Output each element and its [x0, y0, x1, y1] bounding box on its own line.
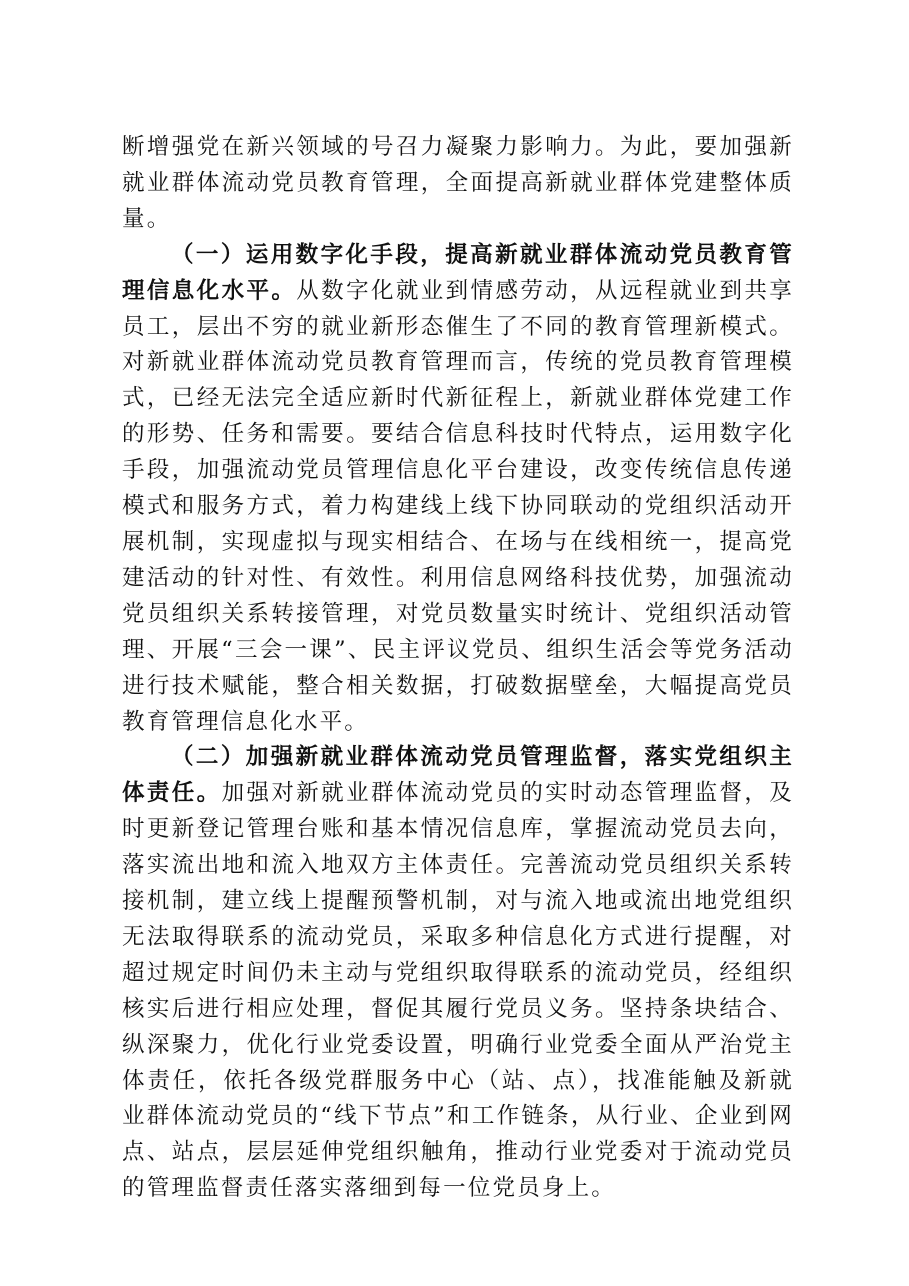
- document-body: [122, 130, 794, 1207]
- section-text-2: 加强对新就业群体流动党员的实时动态管理监督，及时更新登记管理台账和基本情况信息库，掌握流动党员去向，落实流出地和流入地双方主体责任。完善流动党员组织关系转接机制，建立线上提醒预警机制，对与流入地或流出地党组织无法取得联系的流动党员，采取多种信息化方式进行提醒，对超过规定时间仍未主动与党组织取得联系的流动党员，经组织核实后进行相应处理，督促其履行党员义务。坚持条块结合、纵深聚力，优化行业党委设置，明确行业党委全面从严治党主体责任，依托各级党群服务中心（站、点），找准能触及新就业群体流动党员的“线下节点”和工作链条，从行业、企业到网点、站点，层层延伸党组织触角，推动行业党委对于流动党员的管理监督责任落实落细到每一位党员身上。: [122, 780, 794, 1202]
- section-heading-1: （一）运用数字化手段，提高新就业群体流动党员教育管理信息化水平。: [122, 241, 794, 304]
- paragraph-section-2: [122, 740, 794, 1207]
- paragraph-text: 断增强党在新兴领域的号召力凝聚力影响力。为此，要加强新就业群体流动党员教育管理，全面提高新就业群体党建整体质量。: [122, 134, 794, 232]
- paragraph-continuation: [122, 130, 794, 238]
- section-heading-2: （二）加强新就业群体流动党员管理监督，落实党组织主体责任。: [122, 744, 794, 807]
- paragraph-section-1: [122, 238, 794, 741]
- section-text-1: 从数字化就业到情感劳动，从远程就业到共享员工，层出不穷的就业新形态催生了不同的教育管理新模式。对新就业群体流动党员教育管理而言，传统的党员教育管理模式，已经无法完全适应新时代新征程上，新就业群体党建工作的形势、任务和需要。要结合信息科技时代特点，运用数字化手段，加强流动党员管理信息化平台建设，改变传统信息传递模式和服务方式，着力构建线上线下协同联动的党组织活动开展机制，实现虚拟与现实相结合、在场与在线相统一，提高党建活动的针对性、有效性。利用信息网络科技优势，加强流动党员组织关系转接管理，对党员数量实时统计、党组织活动管理、开展“三会一课”、民主评议党员、组织生活会等党务活动进行技术赋能，整合相关数据，打破数据壁垒，大幅提高党员教育管理信息化水平。: [122, 277, 794, 735]
